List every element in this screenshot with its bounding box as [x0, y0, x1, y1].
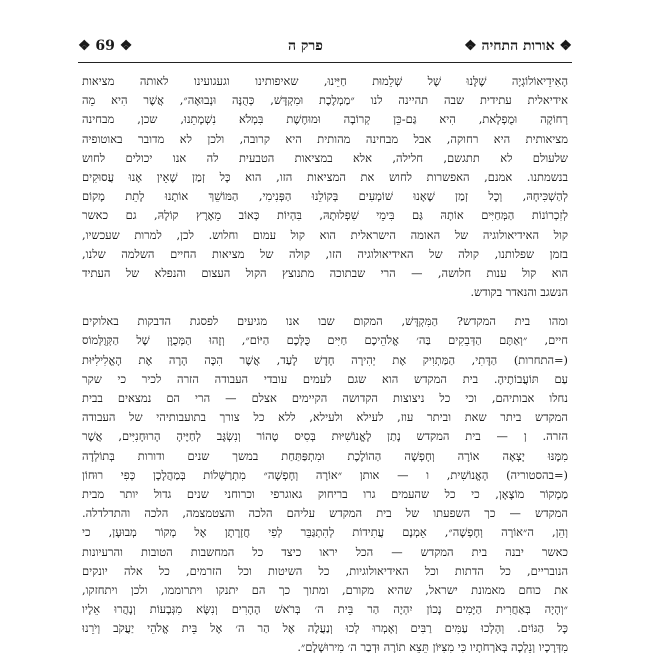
text-line: (=התחרות) הַדָּתִי, הַמַּתְוִיק אֶת יְהִירָה חָדָשׁ לָעַד, אֲשֶׁר הִכָּה הָרָה אֶת הָאֱלִילִיּוּת [82, 352, 568, 367]
text-line: עַם תּוֹעֲבוֹתֶיהָ. בית המקדש הוא שגם לעמים עובדי העבודה הזרה לכיר כי שקר [82, 371, 568, 386]
text-line: וְהֵן, ה״אוֹרָה וְחָפְשָׁה״, אֵמְנָם עֲתִידוֹת לְהִתְגַּבֵּר לְפִי חֲזָרָתָן אֶל מְקוֹר מְבוּעָן, כי [82, 525, 568, 540]
text-line: חיים, ״וְאַתֶּם הַדְּבֵקִים בַּה׳ אֱלֹהֵיכֶם חַיִּים כֻּלְּכֶם הַיּוֹם״, וְזֶהוּ הַמְּכֻוָּן שֶׁל הַקְּוֻלְּמוֹס [82, 333, 568, 348]
page-number: ❖ 69 ❖ [78, 38, 133, 54]
chapter-label: פרק ה [288, 38, 323, 54]
paragraph [82, 72, 568, 302]
text-line: רְחוֹקָה וּמֻפְלָאת, הִיא גַּם-כֵּן קְרוֹבָה וּמוּחֶשֶׁת בִּמְלֹא נִשְׁמָתֵנוּ, שכן, מבחינה [82, 112, 568, 127]
text-line: קול האידיאולוגיה של האומה הישראלית הוא קול עמום וחלוש. לכן, למרות שעכשיו, [82, 227, 568, 242]
text-line: ״וְהָיָה בְּאַחֲרִית הַיָּמִים נָכוֹן יִהְיֶה הַר בֵּית ה׳ בְּרֹאשׁ הֶהָרִים וְנִשָּׂא מִגְּבָעוֹת וְנָהֲרוּ אֵלָיו [82, 602, 568, 617]
text-line: בזמן שפלותנו, קולה של האידיאולוגיה הזו, קולה של מציאות החיים השלמה שלנו, [82, 246, 568, 261]
text-line: המקדש — כך השפעתו של בית המקדש עליהם הלכה והצטמצמה, הלכה והתדלדלה. [82, 506, 568, 521]
text-line: הוא קול ענות חלושה, — הרי שבתוכה מתנוצץ הקול העצום והנפלא של העתיד [82, 265, 568, 280]
text-line: מִמֶּנּוּ יָצְאָה אוֹרָה וְחָפְשָׁה הַהוֹלֶכֶת וּמִתְפַּתַּחַת במשך שנים ודורות בְּתוֹלְדָה [82, 448, 568, 463]
text-line: מִדְּרָכָיו וְנֵלְכָה בְּאֹרְחֹתָיו כִּי מִצִּיּוֹן תֵּצֵא תוֹרָה וּדְבַר ה׳ מִירוּשָׁלָם״. [297, 640, 568, 655]
text-line: (=בהסטוריה) הָאֱנוֹשִׁית, ו — אותן ״אוֹרָה וְחָפְשָׁה״ מִתְרַשְּׁלוֹת בְּמַהֲלָכָן כְּפִי רוּחוֹן [82, 467, 568, 482]
text-line: הנשגב והנאדר בקודש. [470, 285, 568, 300]
text-line: כאשר יבנה בית המקדש — הכל יראו כיצד כל המחשבות הטובות והרעיונות [82, 544, 568, 559]
text-line: את כוחם מאמונת ישראל, שהיא מקורם, ומתוך כך הם יתנקו ויתרוממו, ולכן ויתחזקו, [82, 582, 568, 597]
text-line: הזרה. ן — בית המקדש נָתַן לָאֱנוֹשִׁיּוּת בְּסִיס טָהוֹר וְנִשְׂגָּב לְחַיֶּיהָ הָרוּחָנִיִּים, אֲשֶׁר [82, 429, 568, 444]
header-divider [78, 62, 572, 63]
text-line: ומהו בית המקדש? הַמִּקְדָּשׁ, המקום שבו אנו מגיעים לפסגת הדבקות באלוקים [82, 314, 568, 329]
body-text [82, 72, 568, 658]
text-line: לְזִכְרוֹנוֹת הַמְּחַיִּים אוֹתָהּ גַּם בִּימֵי שִׁפְלוּתָהּ, בִּהְיוֹת כְּאוֹב מֵאֶרֶץ קוֹלָהּ, גם כאשר [82, 208, 568, 223]
text-line: שלעולם לא תתגשם, חלילה, אלא במציאות הטבעית לה אנו יכולים לחוש [82, 150, 568, 165]
text-line: נחלו אבותיהם, וכי כל ניצוצות הקדושה הקיימים אצלם — הרי הם נמצאים בבית [82, 391, 568, 405]
text-line: הנובריים, כל הדתות וכל האידיאולוגיות, כל השיטות וכל הזרמים, כל אלה יונקים [82, 563, 568, 578]
text-line: בנשמתנו. אמנם, האפשרות לחוש את המציאות הזו, הוא כָּל זְמַן שֶׁאֵין אָנוּ עֲסוּקִים [82, 169, 568, 184]
running-header [78, 36, 572, 58]
text-line: הָאִידֵיאוֹלוֹגְיָה שֶׁלָּנוּ שֶׁל שְׁלֵמוּת חַיֵּינוּ, שאיפותינו וגעגועינו לאותה מציאות [82, 74, 568, 88]
text-line: כָּל הַגּוֹיִם. וְהָלְכוּ עַמִּים רַבִּים וְאָמְרוּ לְכוּ וְנַעֲלֶה אֶל הַר ה׳ אֶל בֵּית אֱלֹהֵי יַעֲקֹב וְיֹרֵנוּ [82, 621, 568, 636]
text-line: מציאותית היא רחוקה, אבל מבחינה מהותית היא קרובה, ולכן לא מדובר באוטופיה [82, 131, 568, 146]
text-line: אידיאלית עתידית שבה תהיינה לנו ״מַמְלֶכֶת וּמִקְדָּשׁ, כְּהֻנָּה וּנְבוּאָה״, אֲשֶׁר הִיא מֵה [82, 93, 568, 108]
book-title: ❖ אורות התחיה ❖ [464, 38, 572, 54]
text-line: לְהַשְׁכִּיחָהּ, וְכָל זְמַן שֶׁאָנוּ שׁוֹמְעִים בְּקוֹלֵנוּ הַפְּנִימִי, הַמּוֹשֵׁךְ אוֹתָנוּ לָתֵת מָקוֹם [82, 189, 568, 204]
paragraph [82, 312, 568, 657]
text-line: המקדש ביתר שאת וביתר עוז, לעילא ולעילא, ללא כל צורך בתועבותיהי של העבודה [82, 410, 568, 425]
text-line: מַמְקוֹר מוֹצָאָן, כי כל שהעמים גרו בריחוק גאוגרפי וכרוחני שנים גדול יותר מבית [82, 486, 568, 501]
